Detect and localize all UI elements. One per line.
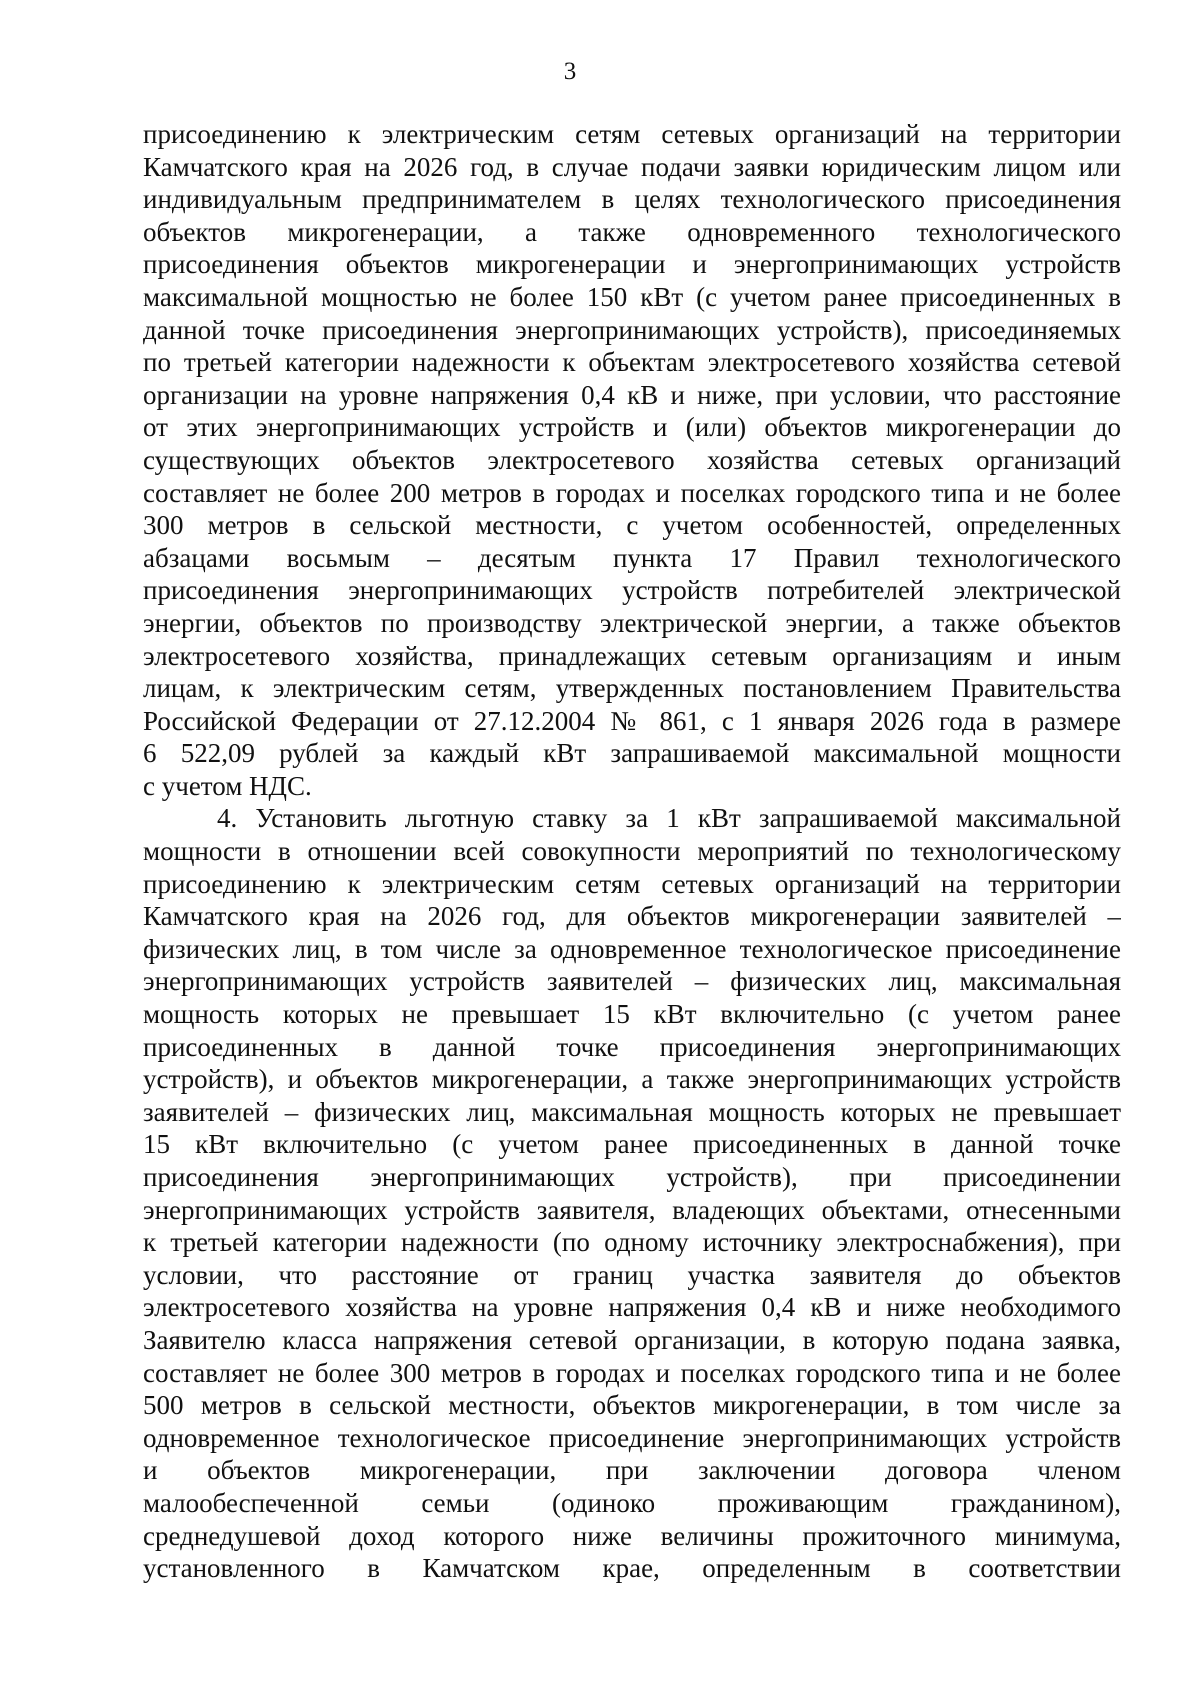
text-line: среднедушевой доход которого ниже величины прожиточного минимума,: [143, 1520, 1121, 1551]
text-line: 6 522,09 рублей за каждый кВт запрашиваемой максимальной мощности: [143, 738, 1121, 769]
text-line: составляет не более 200 метров в городах и поселках городского типа и не более: [143, 477, 1121, 508]
text-line: данной точке присоединения энергопринимающих устройств), присоединяемых: [143, 314, 1121, 345]
page-number: 3: [563, 58, 577, 85]
text-line: 500 метров в сельской местности, объектов микрогенерации, в том числе за: [143, 1390, 1121, 1421]
text-line: условии, что расстояние от границ участка заявителя до объектов: [143, 1259, 1121, 1290]
text-line: организации на уровне напряжения 0,4 кВ и ниже, при условии, что расстояние: [143, 379, 1121, 410]
text-line: малообеспеченной семьи (одиноко проживающим гражданином),: [143, 1487, 1121, 1518]
text-line: с учетом НДС.: [143, 770, 312, 801]
paragraph-continuation: [143, 118, 1121, 802]
text-line: Заявителю класса напряжения сетевой организации, в которую подана заявка,: [143, 1324, 1121, 1355]
text-line: энергии, объектов по производству электрической энергии, а также объектов: [143, 607, 1121, 638]
text-line: присоединенных в данной точке присоединения энергопринимающих: [143, 1031, 1121, 1062]
text-line: составляет не более 300 метров в городах и поселках городского типа и не более: [143, 1357, 1121, 1388]
text-line: мощность которых не превышает 15 кВт включительно (с учетом ранее: [143, 999, 1121, 1030]
text-line: мощности в отношении всей совокупности мероприятий по технологическому: [143, 836, 1121, 867]
text-line: Камчатского края на 2026 год, для объектов микрогенерации заявителей –: [143, 901, 1121, 932]
text-line: 15 кВт включительно (с учетом ранее присоединенных в данной точке: [143, 1129, 1121, 1160]
text-line: присоединения энергопринимающих устройств), при присоединении: [143, 1162, 1121, 1192]
text-line: 4. Установить льготную ставку за 1 кВт запрашиваемой максимальной: [217, 803, 1121, 834]
text-line: присоединения объектов микрогенерации и энергопринимающих устройств: [143, 249, 1121, 280]
text-line: устройств), и объектов микрогенерации, а также энергопринимающих устройств: [143, 1064, 1121, 1095]
text-line: от этих энергопринимающих устройств и (или) объектов микрогенерации до: [143, 412, 1121, 443]
text-line: по третьей категории надежности к объектам электросетевого хозяйства сетевой: [143, 347, 1121, 378]
text-line: электросетевого хозяйства, принадлежащих сетевым организациям и иным: [143, 640, 1121, 671]
text-line: энергопринимающих устройств заявителя, владеющих объектами, отнесенными: [143, 1194, 1121, 1225]
text-line: присоединению к электрическим сетям сетевых организаций на территории: [143, 868, 1121, 899]
text-line: индивидуальным предпринимателем в целях технологического присоединения: [143, 184, 1121, 215]
text-line: существующих объектов электросетевого хозяйства сетевых организаций: [143, 444, 1121, 475]
text-line: установленного в Камчатском крае, определенным в соответствии: [143, 1553, 1121, 1584]
text-line: присоединению к электрическим сетям сетевых организаций на территории: [143, 119, 1121, 149]
text-line: Камчатского края на 2026 год, в случае подачи заявки юридическим лицом или: [143, 151, 1121, 182]
text-line: лицам, к электрическим сетям, утвержденных постановлением Правительства: [143, 673, 1121, 704]
text-line: объектов микрогенерации, а также одновременного технологического: [143, 216, 1121, 247]
text-line: максимальной мощностью не более 150 кВт (с учетом ранее присоединенных в: [143, 281, 1121, 312]
text-line: Российской Федерации от 27.12.2004 № 861, с 1 января 2026 года в размере: [143, 705, 1121, 736]
text-line: электросетевого хозяйства на уровне напряжения 0,4 кВ и ниже необходимого: [143, 1292, 1121, 1323]
text-line: абзацами восьмым – десятым пункта 17 Правил технологического: [143, 542, 1121, 573]
text-line: одновременное технологическое присоединение энергопринимающих устройств: [143, 1422, 1121, 1453]
text-line: и объектов микрогенерации, при заключении договора членом: [143, 1455, 1121, 1486]
text-line: энергопринимающих устройств заявителей – физических лиц, максимальная: [143, 966, 1121, 997]
text-line: 300 метров в сельской местности, с учетом особенностей, определенных: [143, 510, 1121, 541]
paragraph-item-4: [143, 802, 1121, 1584]
text-line: физических лиц, в том числе за одновременное технологическое присоединение: [143, 933, 1121, 964]
document-body: [143, 118, 1121, 1585]
text-line: присоединения энергопринимающих устройств потребителей электрической: [143, 575, 1121, 606]
text-line: заявителей – физических лиц, максимальная мощность которых не превышает: [143, 1096, 1121, 1127]
text-line: к третьей категории надежности (по одному источнику электроснабжения), при: [143, 1227, 1121, 1258]
